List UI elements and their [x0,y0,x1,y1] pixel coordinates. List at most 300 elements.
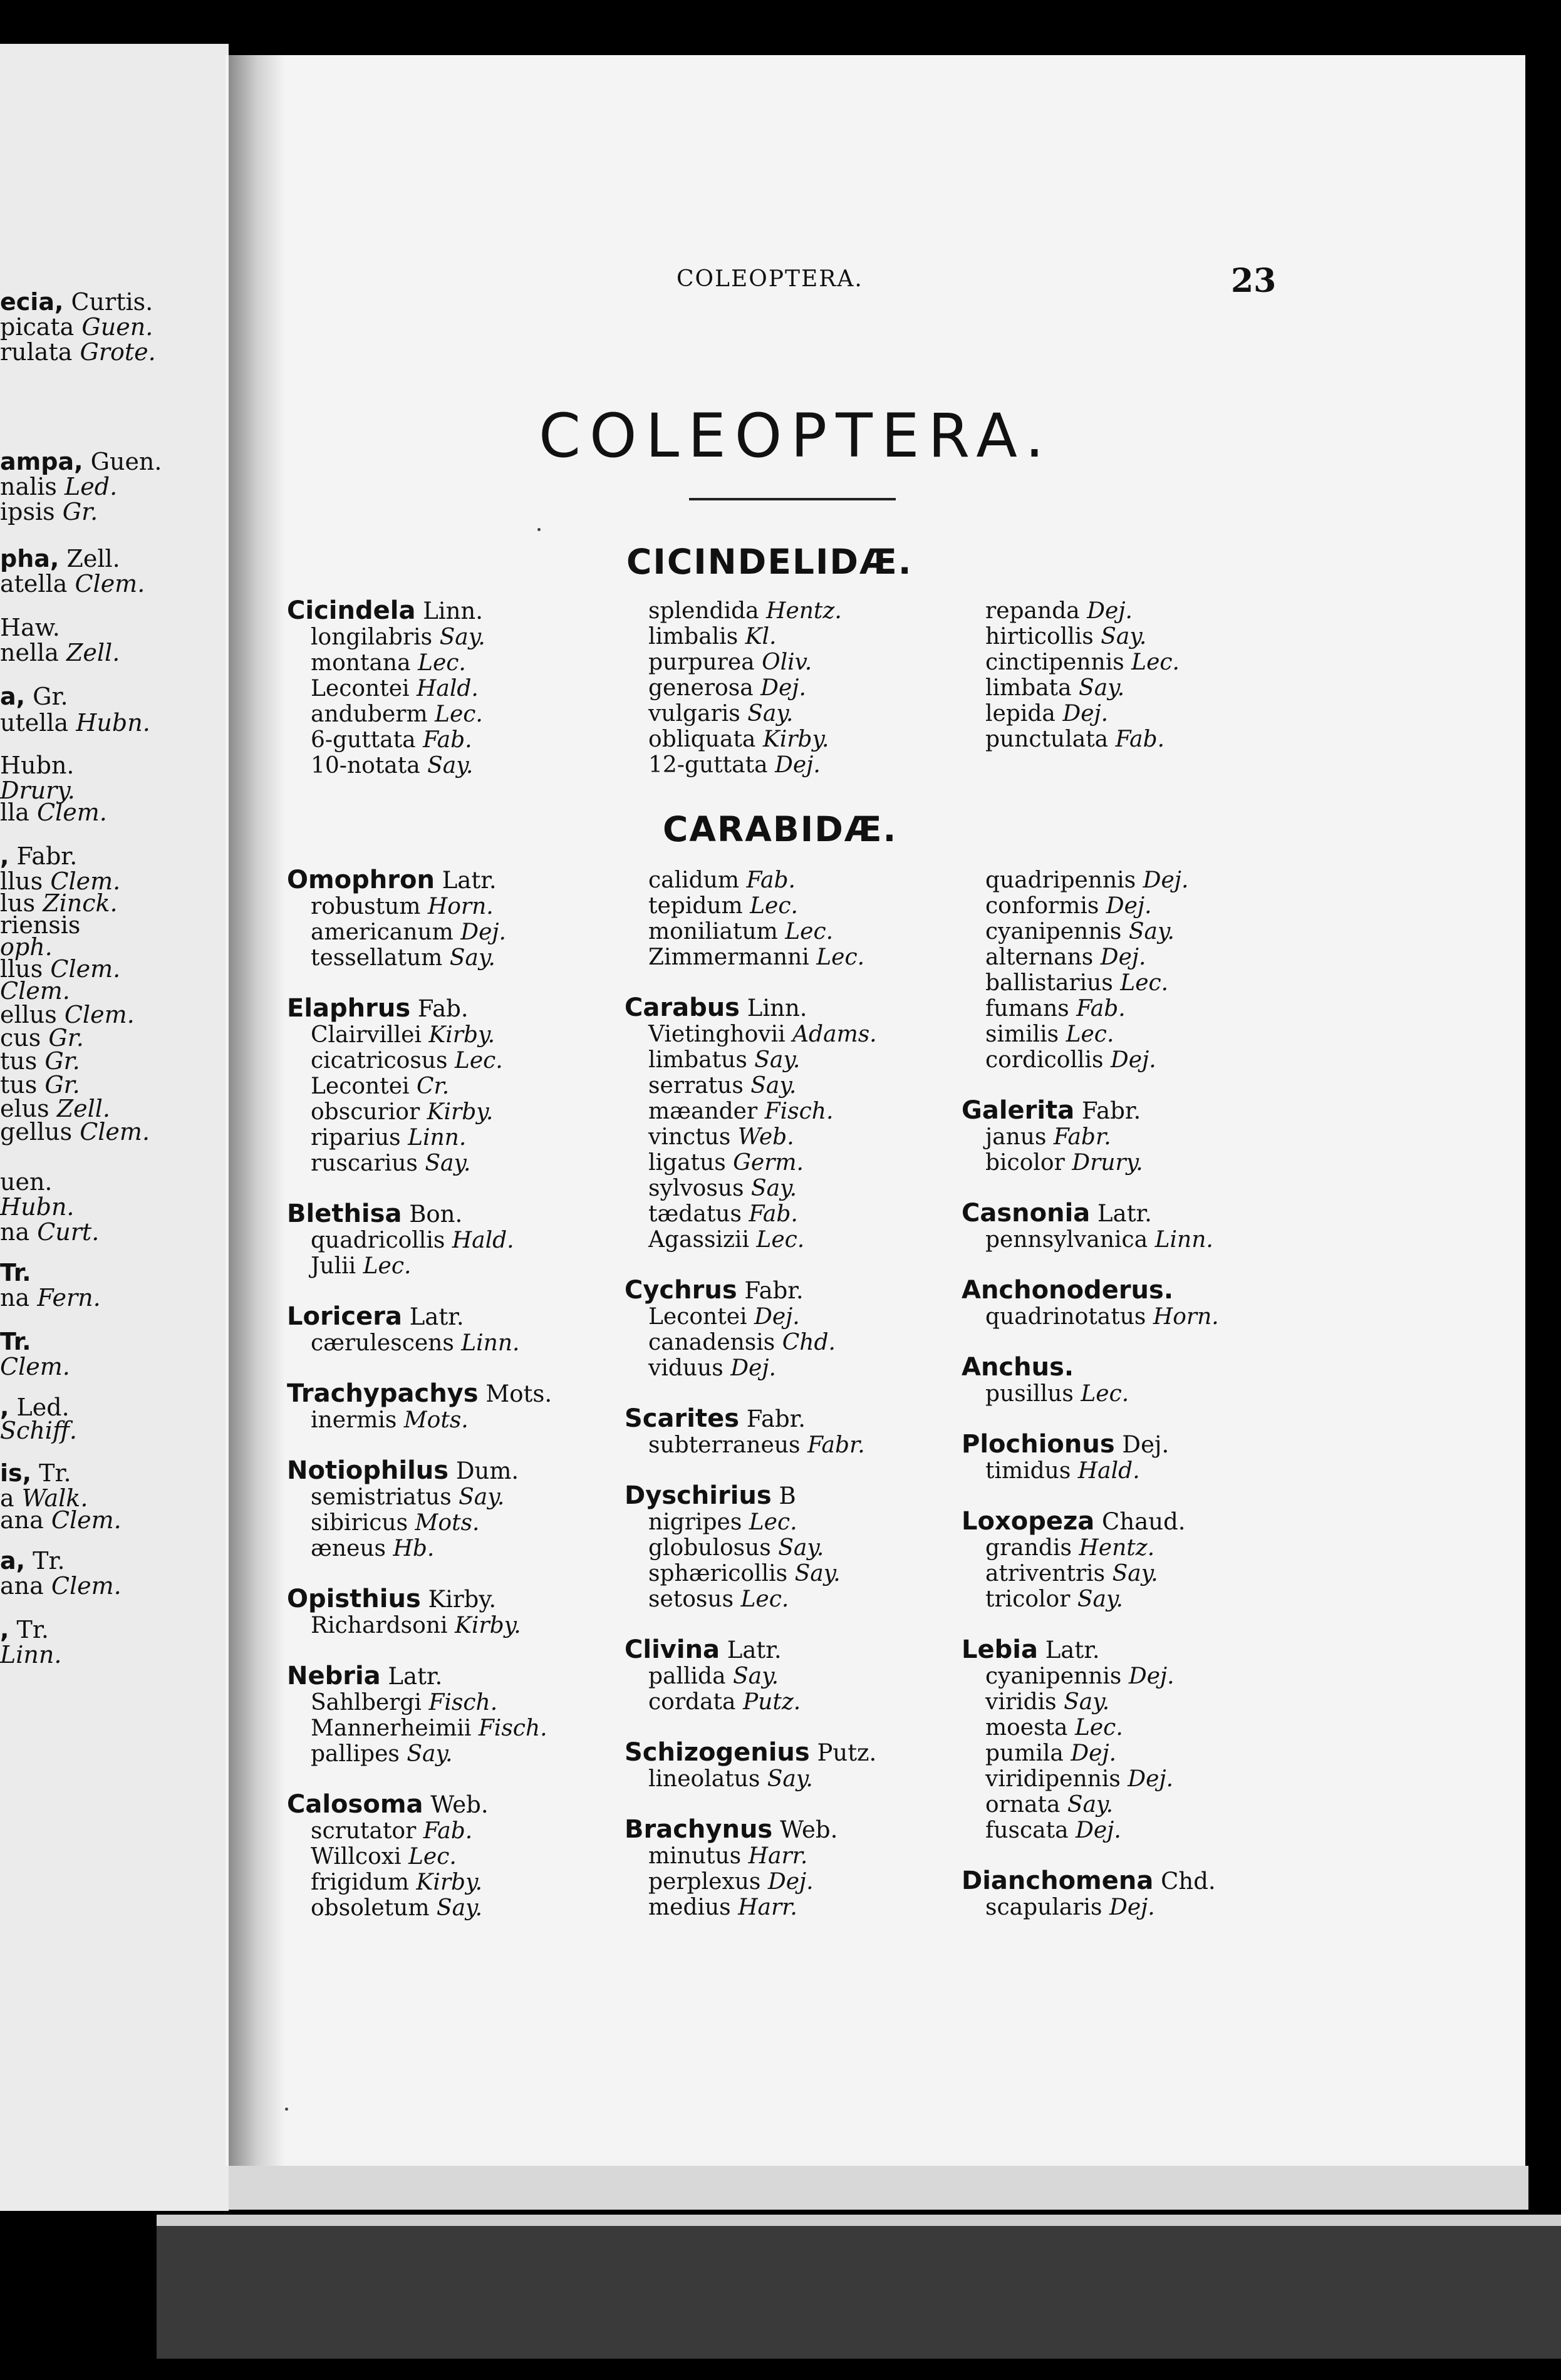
left-page-line [0,842,77,870]
left-line-author: Zell. [66,639,120,666]
species-author: Hald. [1077,1458,1140,1484]
left-line-author: Led. [65,473,118,500]
species-author: Kirby. [762,727,829,752]
species-author: Linn. [408,1125,467,1151]
genus-block [625,867,877,970]
species-name: atriventris [985,1561,1112,1586]
species-name: serratus [648,1073,751,1099]
left-line-text: a [0,1484,22,1512]
left-page-line [0,498,98,525]
species-line [625,1586,877,1612]
species-line [625,867,877,893]
left-page-line [0,1459,71,1487]
species-name: pallida [648,1663,733,1689]
species-line [962,919,1219,944]
family-heading-carabidae: CARABIDÆ. [663,809,898,849]
species-name: scapularis [985,1895,1109,1920]
scanner-ruler [157,2215,1561,2226]
species-line [625,919,877,944]
species-line [625,1150,877,1176]
species-author: Lec. [1131,649,1180,675]
left-page-line [0,1547,65,1575]
species-name: tepidum [648,893,750,919]
species-line [625,1227,877,1253]
genus-line [625,1406,877,1432]
species-author: Fab. [749,1201,798,1227]
genus-name: Trachypachys [287,1379,479,1408]
genus-line [962,1201,1219,1227]
species-line [287,1228,552,1253]
species-author: Kirby. [454,1613,521,1638]
species-line [962,1689,1219,1715]
left-line-author: Tr. [25,1547,65,1575]
species-line [625,727,842,752]
genus-name: Casnonia [962,1199,1091,1228]
species-line [962,624,1180,649]
species-author: Fabr. [1053,1124,1111,1150]
genus-line [287,1381,552,1407]
species-author: Kirby. [428,1022,495,1048]
species-name: punctulata [985,727,1116,752]
genus-author: Linn. [739,995,807,1022]
genus-name: Plochionus [962,1430,1115,1459]
species-name: ligatus [648,1150,734,1176]
left-line-author: Tr. [9,1616,49,1643]
left-line-text: lus [0,889,43,917]
species-name: semistriatus [311,1484,459,1510]
genus-block [287,996,552,1176]
species-name: pennsylvanica [985,1227,1155,1253]
genus-author: Dej. [1114,1431,1169,1458]
species-author: Hald. [416,676,479,701]
species-name: setosus [648,1586,741,1612]
genus-block [287,1792,552,1921]
genus-line [625,995,877,1022]
species-name: pumila [985,1741,1071,1766]
species-author: Lec. [749,1509,797,1535]
species-author: Chd. [782,1330,836,1355]
species-name: fuscata [985,1818,1076,1843]
genus-block [625,1278,877,1381]
species-line [625,1330,877,1355]
species-name: tricolor [985,1586,1077,1612]
genus-block [287,1663,552,1767]
genus-line [287,996,552,1022]
left-line-text: gellus [0,1118,80,1146]
species-line [287,1613,552,1638]
species-name: ornata [985,1792,1067,1818]
species-line [962,996,1219,1022]
genus-author: Latr. [1037,1637,1100,1663]
species-name: canadensis [648,1330,782,1355]
species-name: fumans [985,996,1077,1022]
genus-author: Web. [772,1816,838,1843]
species-author: Fab. [423,1818,473,1844]
species-name: pusillus [985,1381,1081,1407]
species-author: Say. [425,1151,471,1176]
genus-line [287,867,552,894]
genus-author: Chaud. [1094,1508,1186,1535]
species-line [625,1843,877,1869]
species-name: calidum [648,867,747,893]
left-line-text: Hubn. [0,752,75,779]
genus-block [625,1817,877,1920]
left-line-author: Clem. [0,977,70,1005]
genus-block [625,1483,877,1612]
species-line [287,650,485,676]
species-author: Say. [427,753,474,779]
species-line [962,893,1219,919]
left-line-author: Tr. [31,1459,71,1487]
species-author: Dej. [1075,1818,1121,1843]
species-line [287,1870,552,1895]
species-author: Linn. [1154,1227,1213,1253]
species-author: Say. [459,1484,505,1510]
species-name: viridipennis [985,1766,1128,1792]
left-page-line [0,1284,101,1312]
species-line [287,1330,552,1356]
species-line [625,1561,877,1586]
species-author: Fab. [1076,996,1126,1022]
gutter-shadow [229,55,285,2166]
species-line [287,676,485,701]
species-name: cærulescens [311,1330,462,1356]
species-line [287,1407,552,1433]
species-line [287,1715,552,1741]
species-name: Vietinghovii [648,1022,793,1047]
genus-name: Galerita [962,1096,1075,1125]
species-line [625,1895,877,1920]
species-line [962,1895,1219,1920]
species-author: Dej. [1100,944,1146,970]
left-line-text: riensis [0,911,81,939]
species-name: ruscarius [311,1151,425,1176]
species-name: lineolatus [648,1766,767,1792]
genus-name: Cychrus [625,1276,737,1305]
left-page-line [0,1218,99,1246]
left-line-text: ellus [0,1001,65,1028]
species-name: 10-notata [311,753,428,779]
species-author: Say. [407,1741,453,1767]
species-author: Dej. [754,1304,800,1330]
left-line-author: Gr. [62,498,98,525]
scanner-bed-strip [157,2215,1561,2359]
species-line [625,893,877,919]
genus-block [962,867,1219,1073]
species-line [962,1741,1219,1766]
species-line [962,1458,1219,1484]
genus-block [287,1381,552,1433]
page-number: 23 [1231,262,1277,300]
species-line [625,1201,877,1227]
species-name: frigidum [311,1870,417,1895]
species-name: quadricollis [311,1228,452,1253]
left-line-author: Curt. [37,1218,100,1246]
left-page-line [0,1259,31,1286]
genus-author: Fabr. [1074,1097,1141,1124]
species-name: vinctus [648,1124,738,1150]
species-author: Fab. [746,867,796,893]
genus-block [287,1458,552,1561]
species-author: Lec. [750,893,798,919]
species-name: alternans [985,944,1101,970]
species-line [962,1818,1219,1843]
species-name: perplexus [648,1869,768,1895]
species-name: limbata [985,675,1079,701]
left-line-author: Fabr. [9,842,78,870]
species-line [962,598,1180,624]
left-line-text: Tr. [0,1259,31,1286]
genus-line [287,1304,552,1330]
species-line [625,1689,877,1715]
species-line [625,1535,877,1561]
species-name: pallipes [311,1741,407,1767]
species-name: lepida [985,701,1063,727]
species-author: Oliv. [762,649,812,675]
genus-author: Kirby. [420,1586,497,1613]
left-line-author: Clem. [37,799,107,826]
genus-author: Fabr. [737,1277,804,1304]
left-line-author: Linn. [0,1641,62,1669]
species-name: viridis [985,1689,1064,1715]
genus-author: Latr. [1090,1200,1152,1227]
genus-block [287,1304,552,1356]
left-page-line [0,473,117,500]
left-line-author: Walk. [21,1484,88,1512]
species-name: 6-guttata [311,727,423,753]
species-author: Say. [778,1535,824,1561]
species-line [287,624,485,650]
species-author: Fisch. [478,1715,547,1741]
genus-author: B [771,1482,796,1509]
genus-block [962,1098,1219,1176]
species-line [625,944,877,970]
species-name: tædatus [648,1201,749,1227]
species-author: Lec. [363,1253,412,1279]
left-line-author: Hubn. [76,709,150,737]
left-line-author: Clem. [51,1572,122,1600]
left-line-author: Fern. [37,1284,101,1312]
genus-line [625,1483,877,1509]
left-page-line [0,1168,53,1196]
species-author: Lec. [1066,1022,1114,1047]
left-page-line [0,1641,61,1669]
left-page-line [0,1572,122,1600]
species-line [962,1047,1219,1073]
left-line-author: Gr. [44,1071,80,1099]
left-page-line [0,614,60,641]
genus-author: Linn. [415,598,484,624]
species-name: minutus [648,1843,749,1869]
species-line [625,675,842,701]
left-page-line [0,752,75,779]
species-name: moniliatum [648,919,786,944]
species-name: 12-guttata [648,752,775,778]
genus-author: Putz. [809,1739,877,1766]
species-name: hirticollis [985,624,1101,649]
species-author: Kl. [745,624,777,649]
species-line [962,1381,1219,1407]
species-author: Say. [1112,1561,1158,1586]
left-line-author: Led. [9,1394,70,1421]
left-line-text: ampa, [0,448,83,475]
left-line-author: Gr. [44,1047,80,1075]
species-name: Clairvillei [311,1022,429,1048]
genus-block [287,598,485,779]
left-page-line [0,799,107,826]
species-name: Zimmermanni [648,944,817,970]
genus-author: Dum. [449,1457,519,1484]
species-author: Dej. [1110,1047,1156,1073]
species-name: anduberm [311,701,435,727]
left-line-text: Tr. [0,1328,31,1355]
species-line [287,1895,552,1921]
species-line [962,1022,1219,1047]
species-author: Lec. [816,944,865,970]
title-rule [689,498,896,500]
species-name: vulgaris [648,701,748,727]
left-line-text: ecia, [0,288,64,316]
genus-line [625,1740,877,1766]
species-line [625,1176,877,1201]
genus-name: Anchonoderus. [962,1276,1174,1305]
genus-name: Nebria [287,1662,381,1690]
species-author: Harr. [748,1843,808,1869]
species-author: Dej. [1109,1895,1155,1920]
left-line-text: tus [0,1071,45,1099]
species-name: sphæricollis [648,1561,795,1586]
species-line [287,1074,552,1099]
species-author: Dej. [1071,1741,1117,1766]
left-line-author: Gr. [25,683,68,710]
left-page-line [0,1417,77,1444]
species-author: Say. [1064,1689,1110,1715]
left-line-text: , [0,1616,9,1643]
species-line [625,1022,877,1047]
genus-author: Latr. [434,867,497,894]
species-name: ballistarius [985,970,1121,996]
left-line-text: elus [0,1095,57,1122]
species-author: Web. [737,1124,794,1150]
left-line-text: pha, [0,545,60,572]
species-line [625,1099,877,1124]
species-line [962,867,1219,893]
column-3-carabidae [962,867,1219,1920]
left-line-author: Clem. [64,1001,135,1028]
left-line-text: tus [0,1047,45,1075]
species-author: Lec. [1074,1715,1123,1741]
species-line [625,1355,877,1381]
genus-name: Loricera [287,1302,402,1331]
left-line-author: Hubn. [0,1193,75,1221]
left-line-text: llus [0,867,51,895]
left-line-text: ana [0,1572,51,1600]
species-author: Fab. [1115,727,1165,752]
left-line-author: Guen. [81,313,153,341]
left-line-author: Schiff. [0,1417,77,1444]
species-author: Say. [767,1766,813,1792]
species-author: Mots. [403,1407,469,1433]
species-author: Harr. [738,1895,797,1920]
left-line-author: Zell. [56,1095,110,1122]
genus-line [625,1817,877,1843]
genus-name: Anchus. [962,1353,1074,1382]
species-author: Say. [439,624,485,650]
species-line [287,1818,552,1844]
species-line [962,727,1180,752]
species-author: Dej. [1087,598,1133,624]
genus-author: Fab. [410,995,469,1022]
left-line-text: cus [0,1024,49,1052]
species-author: Hb. [393,1536,435,1561]
genus-name: Dianchomena [962,1866,1154,1895]
species-author: Fabr. [807,1432,865,1458]
species-author: Say. [747,701,794,727]
species-line [287,1510,552,1536]
left-page-line [0,683,68,710]
species-line [962,1304,1219,1330]
left-line-text: uen. [0,1168,53,1196]
species-line [625,1304,877,1330]
species-name: nigripes [648,1509,749,1535]
genus-block [962,1509,1219,1612]
genus-block [625,995,877,1253]
species-name: sylvosus [648,1176,751,1201]
genus-name: Cicindela [287,596,416,625]
genus-line [962,1868,1219,1895]
column-1-cicindelidae [287,598,485,779]
left-page-line [0,1193,75,1221]
left-line-text: utella [0,709,76,737]
column-2-cicindelidae [625,598,842,778]
species-line [625,1663,877,1689]
species-line [625,1766,877,1792]
species-author: Lec. [435,701,483,727]
species-name: janus [985,1124,1054,1150]
species-line [962,1150,1219,1176]
species-name: montana [311,650,418,676]
species-author: Say. [1101,624,1147,649]
genus-line [287,1586,552,1613]
left-line-author: Clem. [50,867,121,895]
species-name: longilabris [311,624,440,650]
species-name: Lecontei [311,676,417,701]
genus-name: Schizogenius [625,1738,810,1767]
species-author: Say. [1128,919,1175,944]
species-name: repanda [985,598,1087,624]
species-author: Say. [436,1895,483,1921]
species-name: Julii [311,1253,363,1279]
genus-line [625,1278,877,1304]
running-head: COLEOPTERA. [677,266,863,292]
page-title: COLEOPTERA. [539,401,1053,471]
genus-name: Notiophilus [287,1456,449,1485]
species-author: Say. [750,1176,797,1201]
left-page-line [0,709,150,737]
left-line-text: lla [0,799,38,826]
species-author: Dej. [760,675,806,701]
genus-block [962,1868,1219,1920]
left-line-text: picata [0,313,82,341]
species-line [962,1535,1219,1561]
species-line [962,970,1219,996]
species-author: Hentz. [1079,1535,1155,1561]
species-line [962,649,1180,675]
genus-author: Latr. [380,1663,443,1690]
genus-block [625,1740,877,1792]
species-author: Lec. [756,1227,805,1253]
left-line-text: nalis [0,473,65,500]
